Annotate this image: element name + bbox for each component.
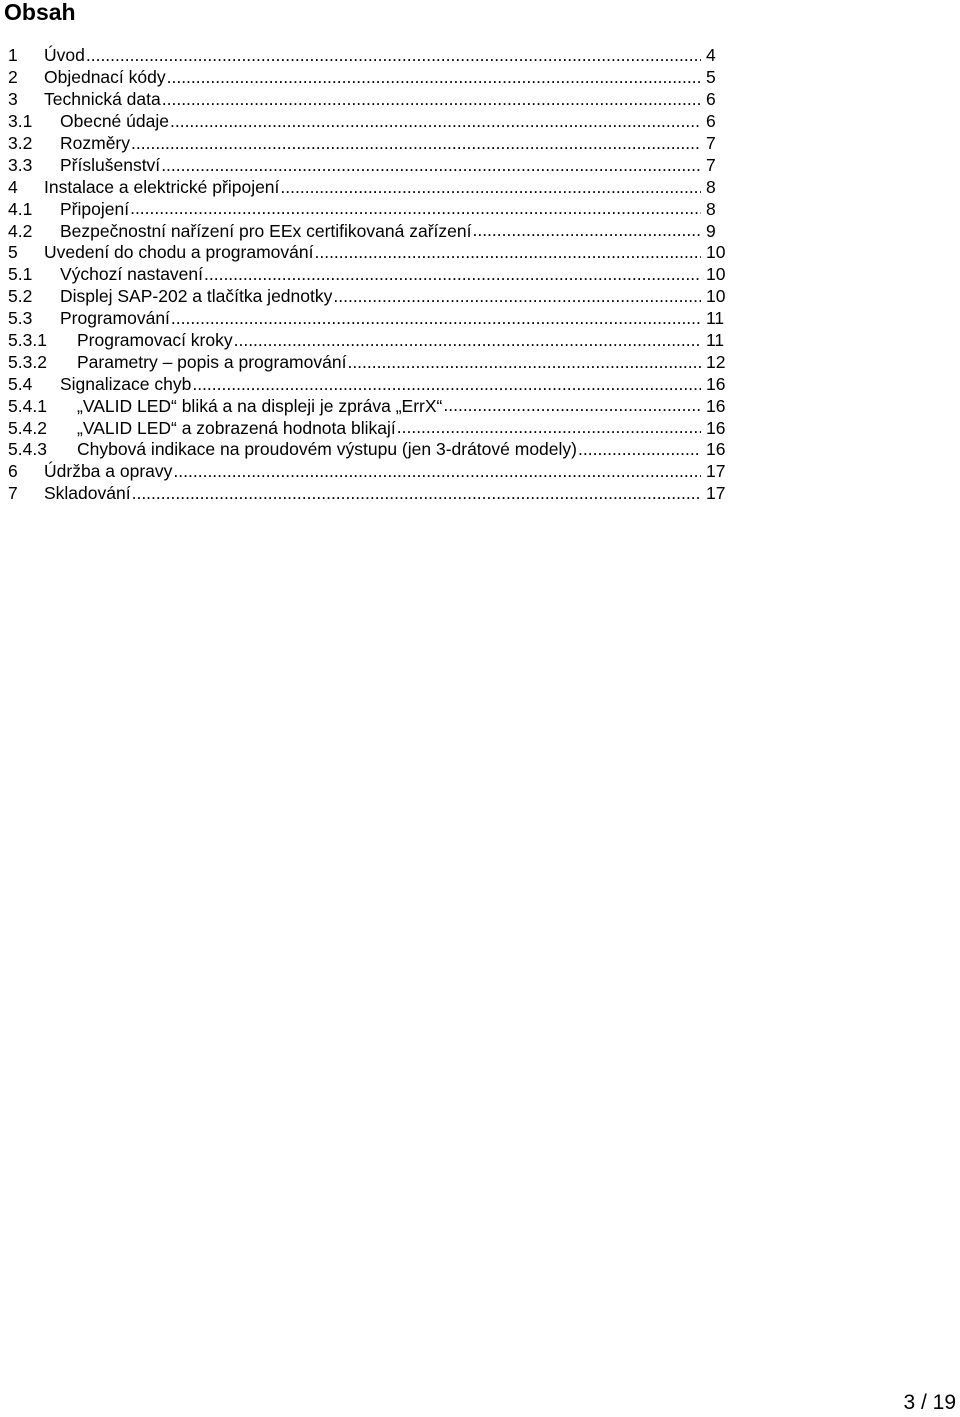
toc-entry-number: 5.2 [8, 286, 33, 307]
toc-entry[interactable] [8, 373, 730, 395]
toc-entry[interactable] [8, 67, 730, 89]
toc-entry-number: 2 [8, 67, 18, 88]
toc-entry-number: 4 [8, 176, 18, 197]
toc-entry[interactable] [8, 198, 730, 220]
toc-dot-leader [131, 135, 701, 153]
toc-entry-label: „VALID LED“ bliká a na displeji je zpráva „ErrX“ [77, 395, 443, 416]
toc-dot-leader [347, 354, 701, 372]
toc-dot-leader [314, 244, 701, 262]
toc-dot-leader [86, 47, 701, 65]
toc-entry-label: Instalace a elektrické připojení [44, 176, 280, 197]
toc-entry-page: 6 [706, 89, 716, 110]
toc-entry-page: 16 [706, 439, 726, 460]
toc-entry-page: 5 [706, 67, 716, 88]
toc-dot-leader [204, 266, 701, 284]
toc-entry-number: 5.4 [8, 373, 33, 394]
toc-entry-label: Bezpečnostní nařízení pro EEx certifikovaná zařízení [60, 220, 472, 241]
toc-entry[interactable] [8, 417, 730, 439]
toc-entry-label: Displej SAP-202 a tlačítka jednotky [60, 286, 333, 307]
toc-entry-page: 4 [706, 45, 716, 66]
toc-entry-page: 11 [706, 330, 725, 351]
toc-entry-page: 10 [706, 264, 726, 285]
toc-entry-page: 11 [706, 308, 725, 329]
toc-dot-leader [161, 157, 701, 175]
toc-dot-leader [130, 200, 701, 218]
toc-entry-label: Úvod [44, 45, 85, 66]
toc-entry[interactable] [8, 395, 730, 417]
toc-entry-page: 9 [706, 220, 716, 241]
toc-dot-leader [443, 397, 701, 415]
toc-dot-leader [333, 288, 701, 306]
toc-dot-leader [280, 179, 701, 197]
toc-entry-page: 16 [706, 373, 726, 394]
toc-entry-label: Objednací kódy [44, 67, 166, 88]
toc-entry-label: Uvedení do chodu a programování [44, 242, 314, 263]
toc-entry-number: 5.4.3 [8, 439, 47, 460]
toc-entry[interactable] [8, 286, 730, 308]
toc-dot-leader [162, 91, 701, 109]
page-title: Obsah [4, 0, 76, 25]
toc-entry-page: 10 [706, 286, 726, 307]
toc-entry-page: 12 [706, 351, 726, 372]
toc-entry-number: 5 [8, 242, 18, 263]
toc-entry-page: 6 [706, 111, 716, 132]
toc-entry-number: 5.3.1 [8, 330, 47, 351]
toc-entry-number: 5.4.1 [8, 395, 47, 416]
toc-entry[interactable] [8, 330, 730, 352]
toc-entry[interactable] [8, 242, 730, 264]
toc-entry-label: Programování [60, 308, 170, 329]
toc-entry-label: Chybová indikace na proudovém výstupu (jen 3-drátové modely) [77, 439, 577, 460]
toc-dot-leader [397, 419, 701, 437]
toc-entry[interactable] [8, 176, 730, 198]
toc-entry[interactable] [8, 264, 730, 286]
toc-entry-number: 5.4.2 [8, 417, 47, 438]
toc-entry-page: 8 [706, 198, 716, 219]
toc-entry-number: 3.1 [8, 111, 33, 132]
toc-entry-number: 3.2 [8, 133, 33, 153]
toc-entry[interactable] [8, 154, 730, 176]
toc-entry-number: 3.3 [8, 154, 33, 175]
toc-entry-page: 16 [706, 395, 726, 416]
toc-entry-label: Připojení [60, 198, 130, 219]
toc-entry-label: Rozměry [60, 133, 131, 153]
toc-entry-label: Údržba a opravy [44, 461, 173, 482]
toc-entry-label: Signalizace chyb [60, 373, 192, 394]
table-of-contents [8, 45, 730, 505]
toc-entry-label: Programovací kroky [77, 330, 233, 351]
toc-entry-label: Výchozí nastavení [60, 264, 203, 285]
toc-entry-number: 6 [8, 461, 18, 482]
toc-entry[interactable] [8, 439, 730, 461]
toc-entry-number: 1 [8, 45, 18, 66]
toc-entry-number: 5.3.2 [8, 351, 47, 372]
toc-dot-leader [167, 69, 701, 87]
toc-entry[interactable] [8, 133, 730, 155]
toc-entry[interactable] [8, 45, 730, 67]
toc-dot-leader [170, 113, 701, 131]
toc-dot-leader [578, 441, 701, 459]
toc-entry-page: 8 [706, 176, 716, 197]
toc-entry-page: 10 [706, 242, 726, 263]
toc-entry[interactable] [8, 220, 730, 242]
toc-entry[interactable] [8, 351, 730, 373]
toc-entry-page: 7 [706, 133, 716, 153]
toc-entry-number: 5.3 [8, 308, 33, 329]
toc-entry-number: 3 [8, 89, 18, 110]
toc-entry[interactable] [8, 111, 730, 133]
toc-entry[interactable] [8, 308, 730, 330]
toc-entry-label: Parametry – popis a programování [77, 351, 347, 372]
toc-dot-leader [472, 222, 701, 240]
toc-entry-label: „VALID LED“ a zobrazená hodnota blikají [77, 417, 396, 438]
toc-entry-label: Obecné údaje [60, 111, 169, 132]
toc-entry-number: 7 [8, 483, 18, 504]
toc-entry-label: Příslušenství [60, 154, 161, 175]
toc-dot-leader [192, 376, 701, 394]
toc-entry[interactable] [8, 461, 730, 483]
toc-entry[interactable] [8, 483, 730, 505]
toc-entry-label: Technická data [44, 89, 161, 110]
page-number: 3 / 19 [903, 1391, 956, 1414]
toc-entry-page: 16 [706, 417, 726, 438]
toc-dot-leader [171, 310, 701, 328]
toc-entry-page: 17 [706, 483, 726, 504]
toc-dot-leader [132, 485, 701, 503]
toc-entry-page: 17 [706, 461, 726, 482]
toc-entry-page: 7 [706, 154, 716, 175]
toc-entry-number: 4.1 [8, 198, 33, 219]
toc-dot-leader [173, 463, 701, 481]
toc-entry-number: 4.2 [8, 220, 33, 241]
toc-entry[interactable] [8, 89, 730, 111]
toc-entry-number: 5.1 [8, 264, 33, 285]
toc-dot-leader [234, 332, 701, 350]
toc-entry-label: Skladování [44, 483, 131, 504]
